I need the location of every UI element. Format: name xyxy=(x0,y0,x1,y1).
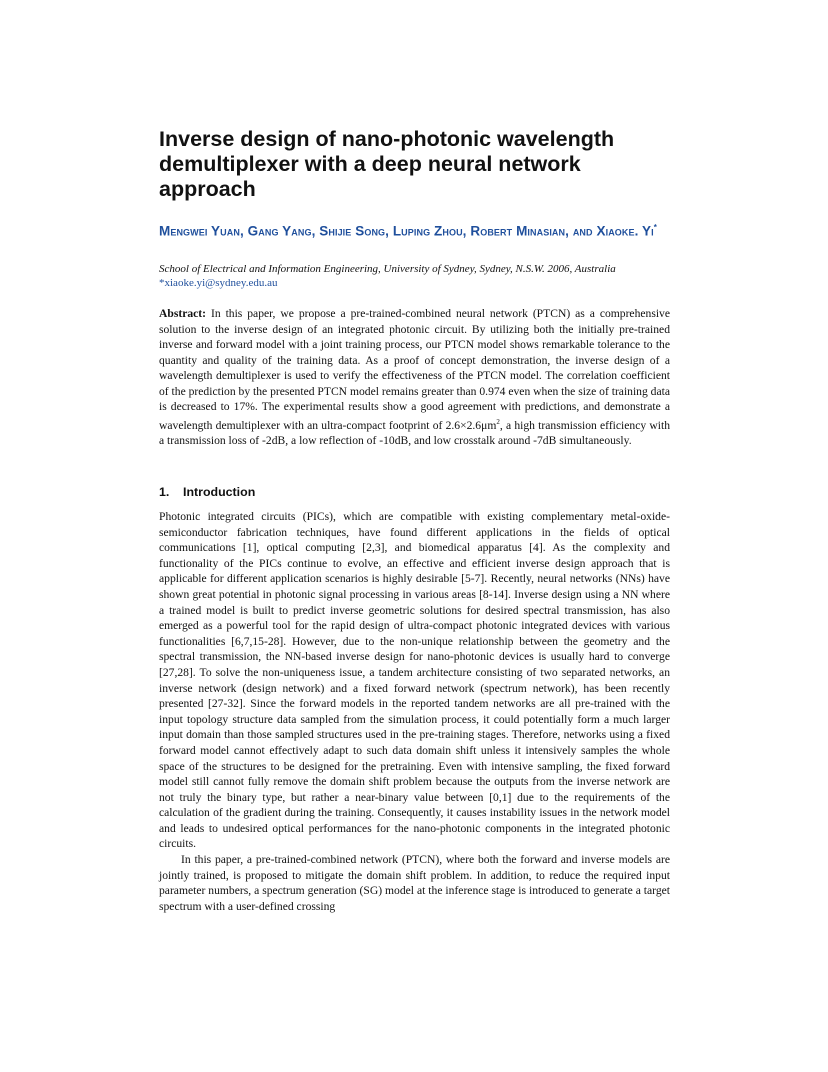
introduction-body xyxy=(159,509,670,914)
abstract-text-2: , a high transmission efficiency with a transmission loss of -2dB, a low reflection of -10dB, and low crosstalk around -7dB simultaneously. xyxy=(159,418,670,447)
email-link[interactable]: *xiaoke.yi@sydney.edu.au xyxy=(159,277,278,289)
paper-title: Inverse design of nano-photonic wavelength demultiplexer with a deep neural network approach xyxy=(159,127,615,201)
abstract-superscript: 2 xyxy=(496,417,500,426)
author-names: Mengwei Yuan, Gang Yang, Shijie Song, Luping Zhou, Robert Minasian, and Xiaoke. Yi xyxy=(159,223,654,239)
intro-paragraph-2: In this paper, a pre-trained-combined network (PTCN), where both the forward and inverse models are jointly trained, is proposed to mitigate the domain shift problem. In addition, to reduce the required input parameter numbers, a spectrum generation (SG) model at the inference stage is introduced to generate a target spectrum with a user-defined crossing xyxy=(159,853,670,913)
section-number: 1. xyxy=(159,485,170,499)
affiliation: School of Electrical and Information Engineering, University of Sydney, Sydney, N.S.W. 2006, Australia xyxy=(159,263,616,275)
abstract-text-1: In this paper, we propose a pre-trained-combined neural network (PTCN) as a comprehensive solution to the inverse design of an integrated photonic circuit. By utilizing both the initially pre-trained inverse and forward model with a joint training process, our PTCN model shows remarkable tolerance to the quantity and quality of the training data. As a proof of concept demonstration, the inverse design of a wavelength demultiplexer is used to verify the effectiveness of the PTCN model. The correlation coefficient of the prediction by the presented PTCN model remains greater than 0.974 even when the size of training data is decreased to 17%. The experimental results show a good agreement with predictions, and demonstrate a wavelength demultiplexer with an ultra-compact footprint of 2.6×2.6μm xyxy=(159,307,670,432)
corresponding-author-mark: * xyxy=(653,223,657,232)
abstract-label: Abstract: xyxy=(159,307,207,320)
section-heading xyxy=(159,484,670,500)
author-list xyxy=(159,218,670,242)
abstract xyxy=(159,306,670,448)
intro-paragraph-1: Photonic integrated circuits (PICs), which are compatible with existing complementary metal-oxide-semiconductor fabrication techniques, have found different applications in the fields of optical communications [1], optical computing [2,3], and biomedical apparatus [4]. As the complexity and functionality of the PICs continue to evolve, an effective and efficient inverse design approach that is applicable for different application scenarios is highly desirable [5-7]. Recently, neural networks (NNs) have shown great potential in photonic signal processing in various areas [8-14]. Inverse design using a NN where a trained model is built to predict inverse geometric solutions for desired spectral transmission, has also emerged as a powerful tool for the rapid design of ultra-compact photonic integrated devices with various functionalities [6,7,15-28]. However, due to the non-unique relationship between the geometry and the spectral transmission, the NN-based inverse design for nano-photonic devices is usually hard to converge [27,28]. To solve the non-uniqueness issue, a tandem architecture consisting of two separated networks, an inverse network (design network) and a fixed forward network (spectrum network), has been recently presented [27-32]. Since the forward models in the reported tandem networks are all pre-trained with the input topology structure data sampled from the simulation process, it could potentially form a much larger input domain than those sampled structures used in the pre-training stages. Therefore, networks using a fixed forward model cannot effectively adapt to such data domain shift unless it intensively samples the whole space of the structures to be designed for the pretraining. Even with intensive sampling, the fixed forward model still cannot fully remove the domain shift problem because the outputs from the inverse network are not truly the binary type, but rather a near-binary value between [0,1] due to the requirements of the calculation of the gradient during the training. Consequently, it causes instability issues in the network model and leads to undesired optical performances for the nano-photonic components in the integrated photonic circuits. xyxy=(159,510,670,851)
section-title: Introduction xyxy=(183,485,256,499)
